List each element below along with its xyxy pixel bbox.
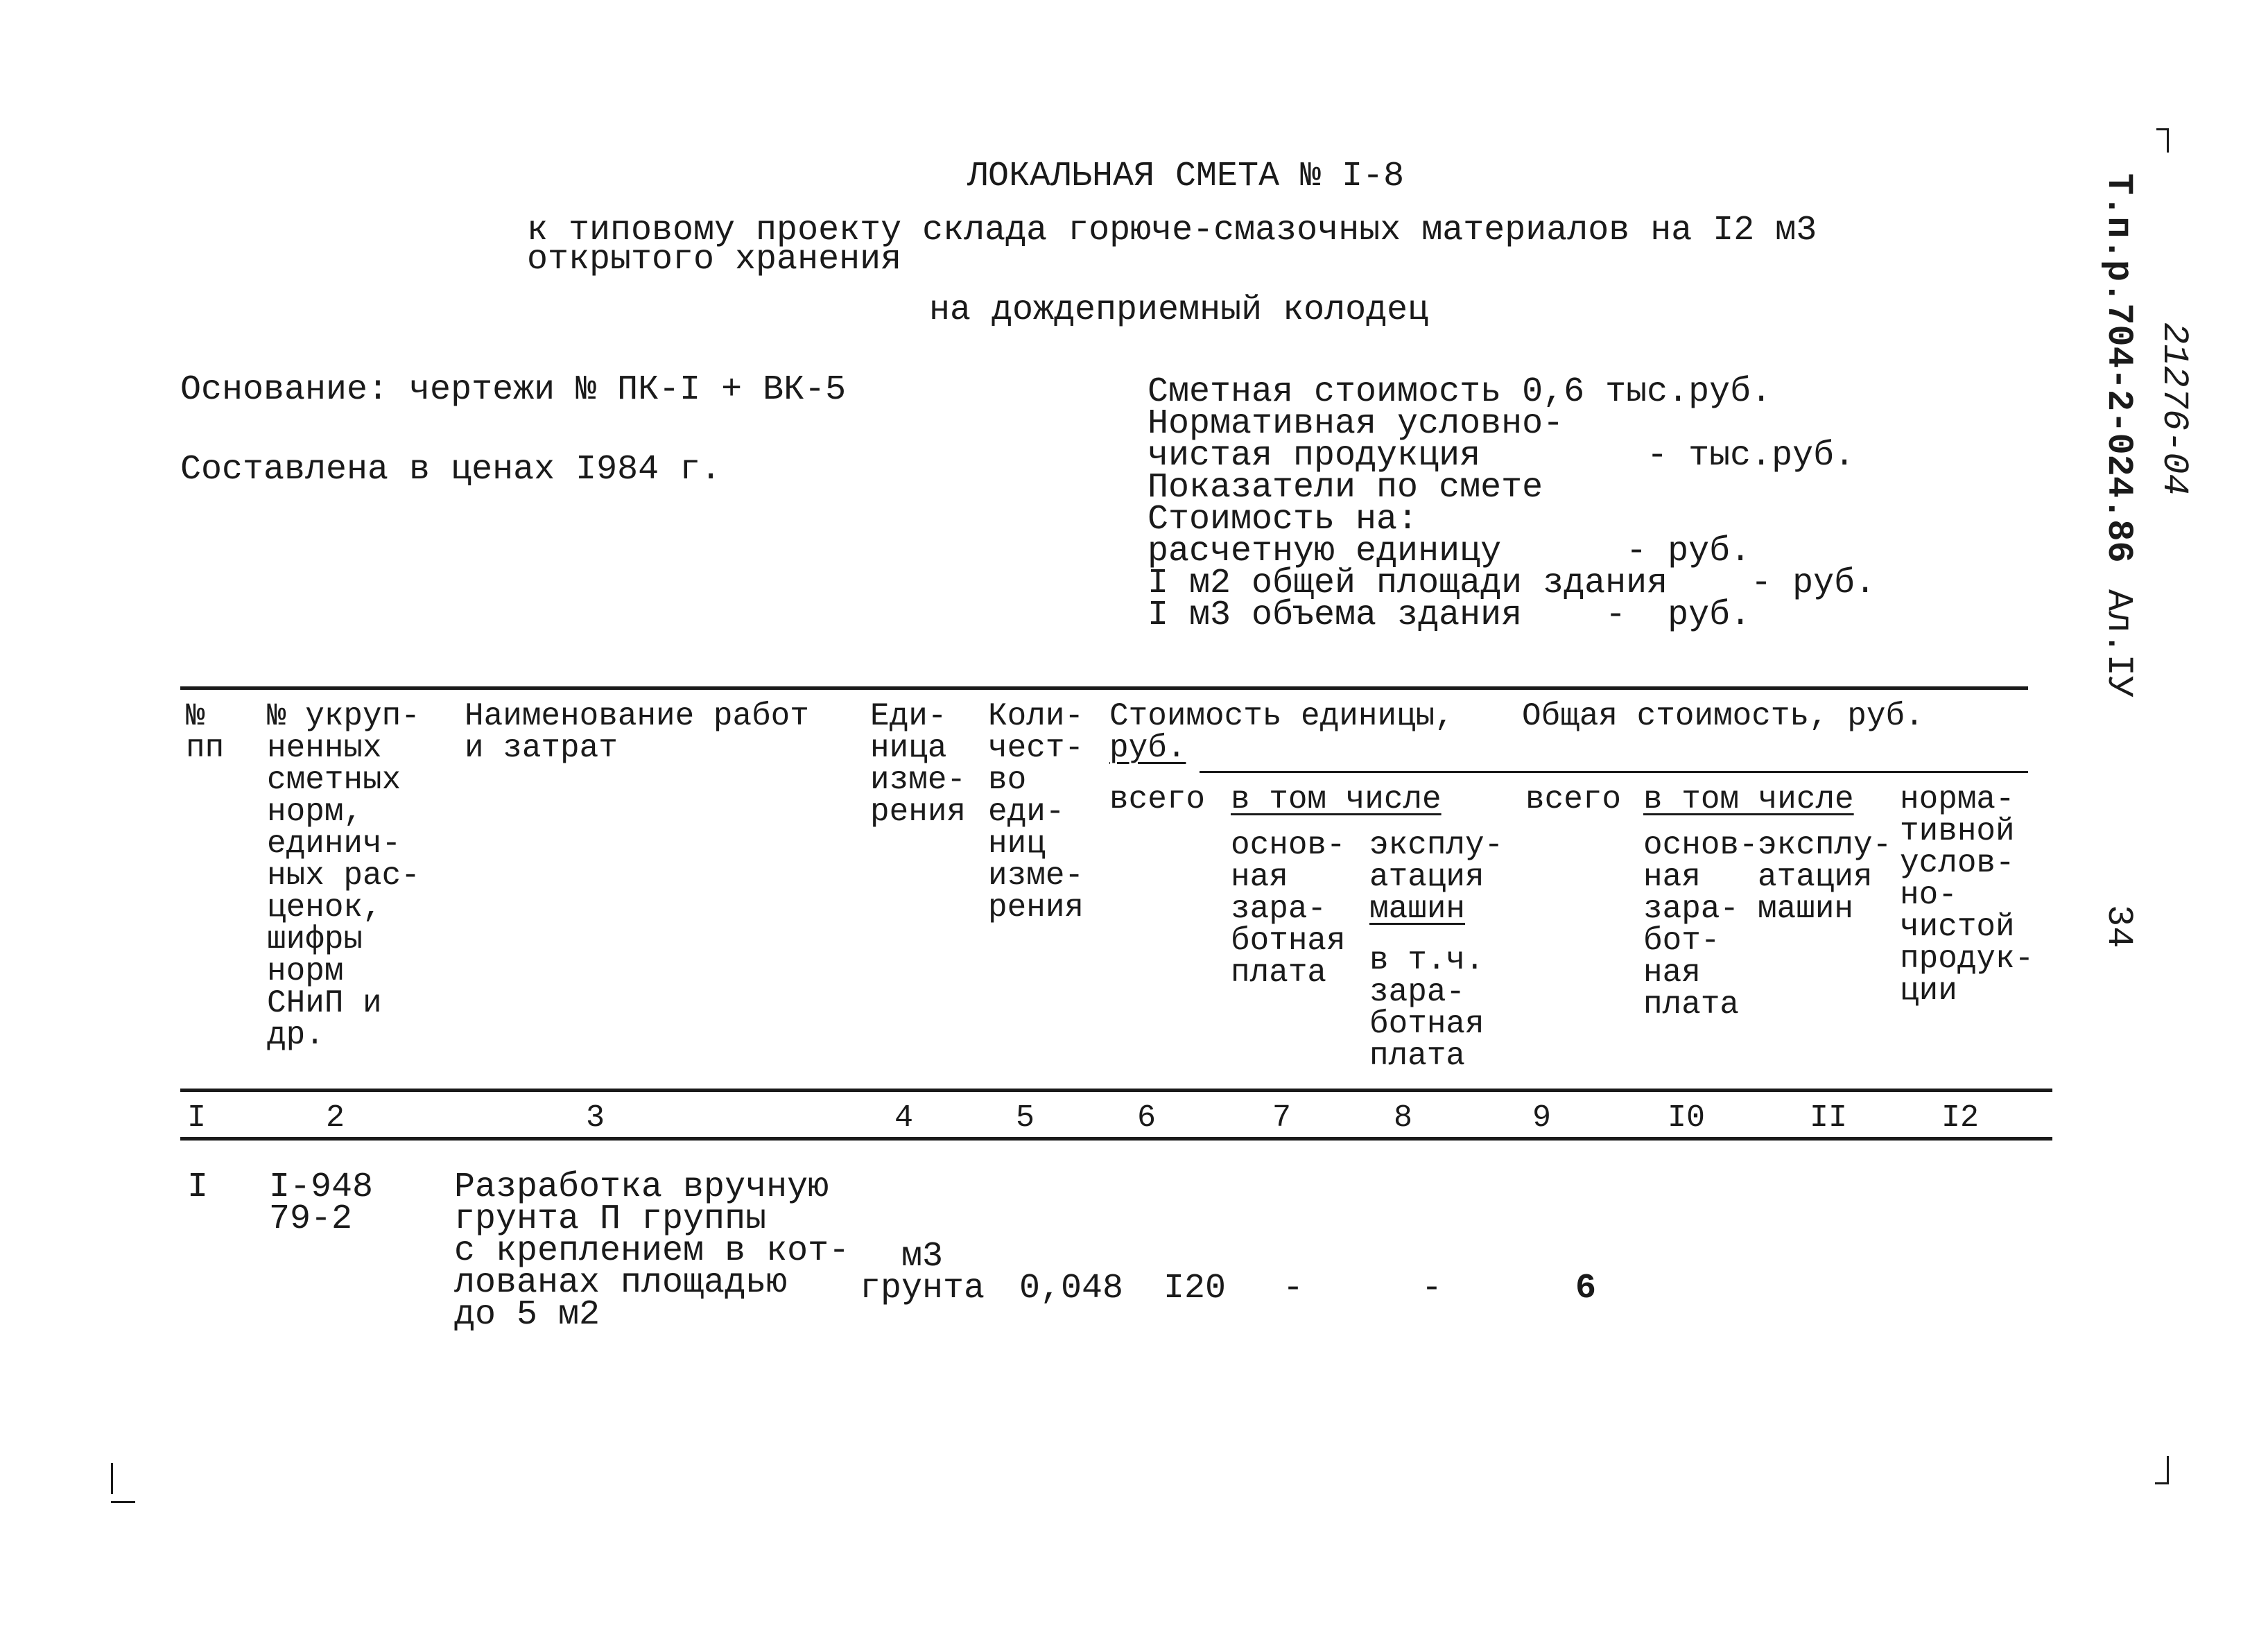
row-norm-code: I-948 79-2 [269,1168,374,1239]
header-unit-machine: эксплу- атация [1369,827,1504,895]
column-number: 7 [1272,1100,1292,1136]
cost-line: Нормативная условно- [1148,404,1564,444]
row-unit-total: I20 [1163,1269,1227,1308]
cost-line: Сметная стоимость 0,6 тыс.руб. [1148,372,1772,412]
side-code: 21276-04 [2154,322,2195,496]
column-number: 2 [326,1100,345,1136]
column-number: 6 [1137,1100,1157,1136]
column-number: I2 [1941,1100,1980,1136]
column-number: 5 [1016,1100,1035,1136]
header-total-cost: Общая стоимость, руб. [1522,698,1924,734]
column-number: 8 [1394,1100,1413,1136]
corner-mark [2155,1482,2169,1484]
header-total-machine: эксплу- атация машин [1758,827,1892,927]
document-subtitle-3: на дождеприемный колодец [929,291,1429,330]
header-unit-cost: Стоимость единицы, [1109,698,1454,734]
header-work-name: Наименование работ и затрат [465,698,809,766]
cost-line: Стоимость на: [1148,500,1419,539]
column-number: 4 [894,1100,914,1136]
column-number: 9 [1532,1100,1552,1136]
column-number: II [1810,1100,1848,1136]
corner-mark [2167,128,2169,153]
row-number: I [187,1168,209,1207]
row-unit: м3 грунта [860,1237,985,1308]
side-album: Ал.IУ [2098,589,2139,698]
cost-line: расчетную единицу - руб. [1148,532,1751,571]
header-incl-total: в том числе [1643,781,1854,817]
corner-mark [2167,1456,2169,1484]
corner-mark [2156,128,2169,130]
row-unit-machine: - [1421,1269,1443,1308]
corner-mark [111,1501,135,1503]
cost-line: чистая продукция - тыс.руб. [1148,436,1855,476]
colnum-bottom-rule [180,1137,2052,1141]
header-grand-total: всего [1525,781,1622,817]
document-title: ЛОКАЛЬНАЯ СМЕТА № I-8 [967,157,1405,196]
table-top-rule [180,686,2028,690]
header-norm-code: № укруп- ненных сметных норм, единич- ных рас- ценок, шифры норм СНиП и др. [267,698,420,1053]
column-number: I [187,1100,207,1136]
column-number: 3 [586,1100,605,1136]
side-page-number: 34 [2098,905,2139,948]
column-number: I0 [1668,1100,1706,1136]
cost-line: Показатели по смете [1148,468,1543,508]
header-unit-machine-wage: в т.ч. зара- ботная плата [1369,942,1484,1074]
prices-text: Составлена в ценах I984 г. [180,450,722,489]
row-work-name: Разработка вручную грунта П группы с креплением в кот- лованах площадью до 5 м2 [454,1168,850,1335]
row-total: 6 [1575,1269,1597,1308]
cost-line: I м2 общей площади здания - руб. [1148,564,1876,603]
row-quantity: 0,048 [1019,1269,1124,1308]
header-subrule [1200,771,2028,773]
row-unit-wage: - [1283,1269,1304,1308]
document-subtitle-2: открытого хранения [527,240,902,279]
header-unit-wage: основ- ная зара- ботная плата [1231,827,1346,991]
header-bottom-rule [180,1089,2052,1092]
document-subtitle: к типовому проекту склада горюче-смазочных материалов на I2 м3 [527,211,1817,250]
corner-mark [111,1463,113,1494]
header-unit: Еди- ница изме- рения [870,698,967,830]
header-number: № пп [186,698,225,766]
header-unit-total: всего [1109,781,1206,817]
header-total-wage: основ- ная зара- бот- ная плата [1643,827,1758,1023]
cost-line: I м3 объема здания - руб. [1148,596,1751,635]
header-net-production: норма- тивной услов- но- чистой продук- ции [1900,781,2034,1009]
header-incl-unit: в том числе [1231,781,1442,817]
header-unit-machine-2: машин [1369,891,1466,927]
header-quantity: Коли- чест- во еди- ниц изме- рения [988,698,1084,926]
side-project-number: Т.п.р.704-2-024.86 [2098,173,2139,563]
basis-text: Основание: чертежи № ПК-I + ВК-5 [180,370,847,410]
header-unit-cost-rub: руб. [1109,730,1186,766]
